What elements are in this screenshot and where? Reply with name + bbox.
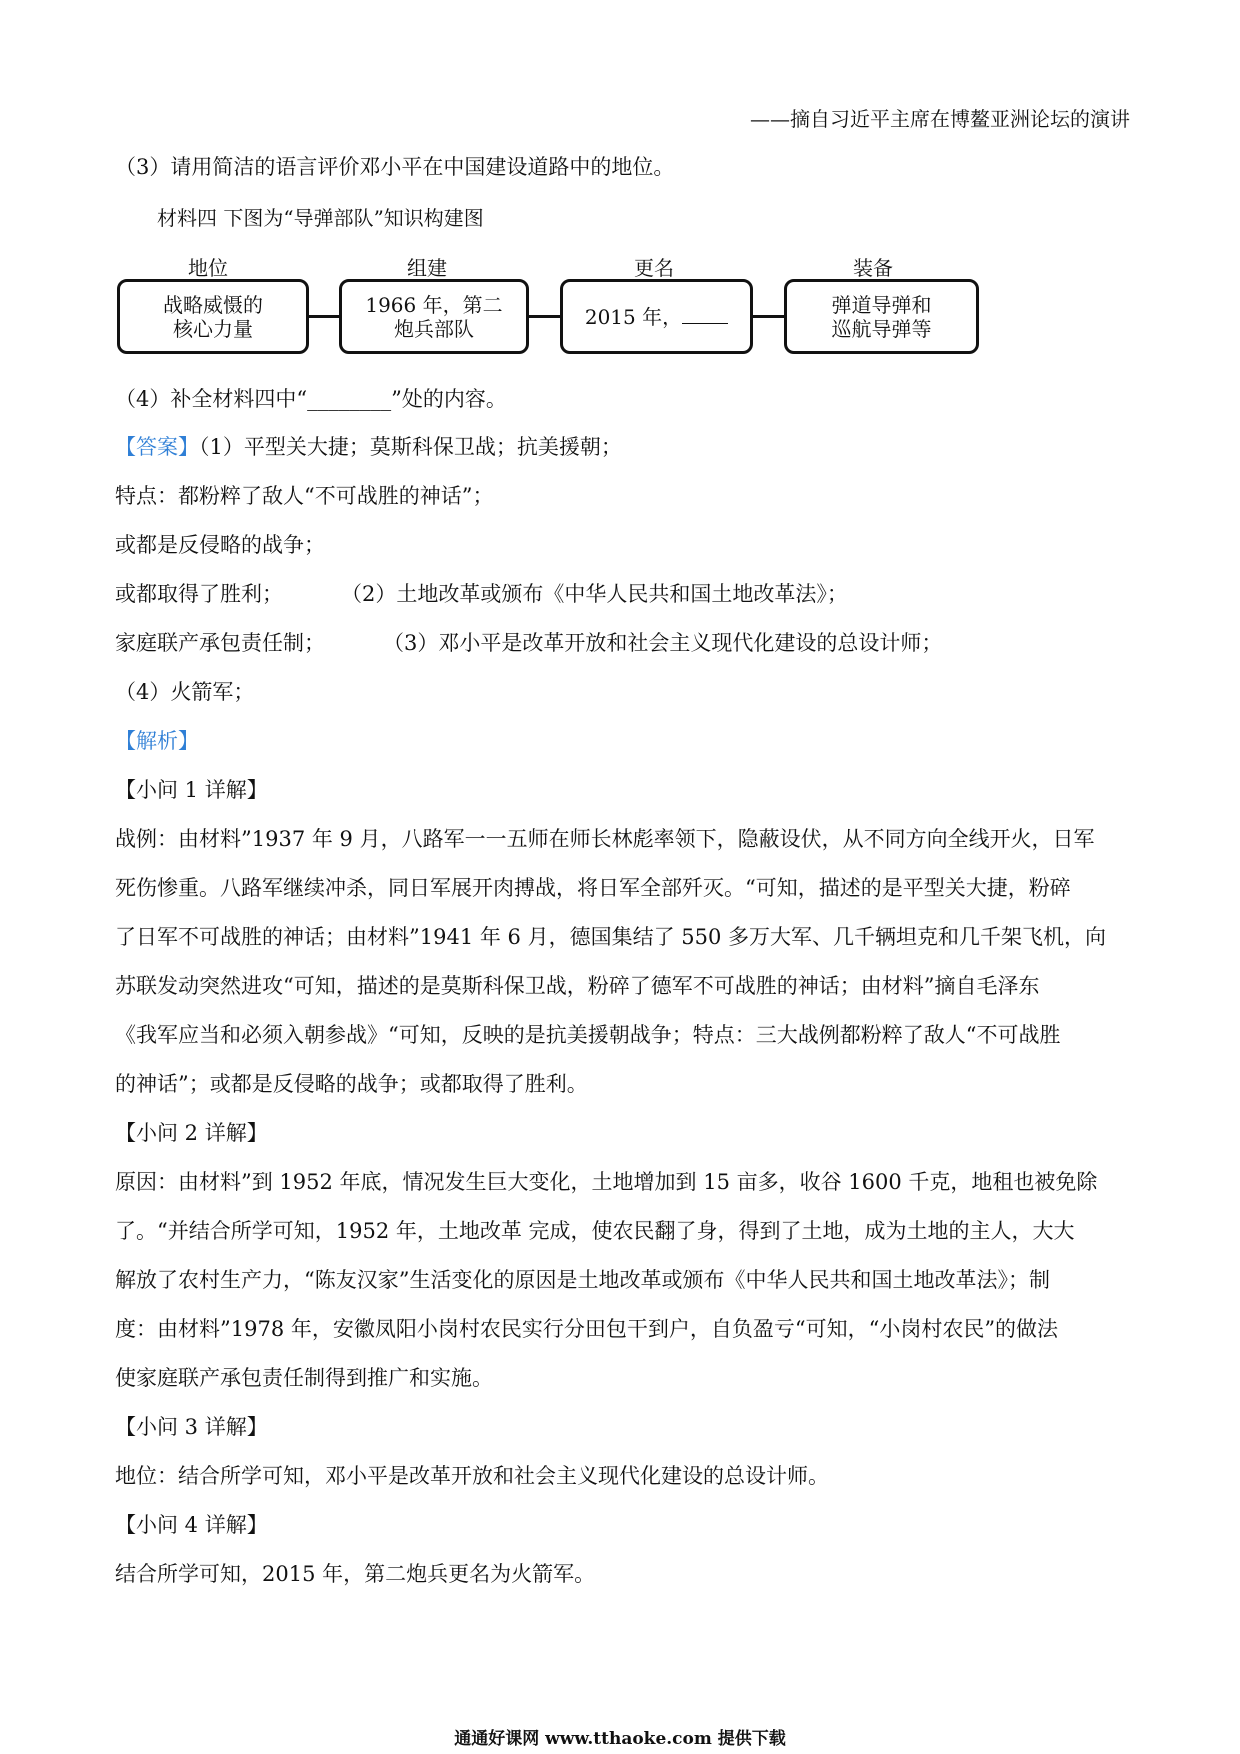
diagram-heading-1: 地位 <box>188 256 228 280</box>
diagram-heading-3: 更名 <box>634 256 674 280</box>
answer-line: 特点：都粉粹了敌人“不可战胜的神话”； <box>115 484 494 508</box>
paragraph-line: 苏联发动突然进攻“可知，描述的是莫斯科保卫战，粉碎了德军不可战胜的神话；由材料”摘自毛泽东 <box>115 974 1040 998</box>
paragraph-line: 了日军不可战胜的神话；由材料”1941 年 6 月，德国集结了 550 多万大军、几千辆坦克和几千架飞机，向 <box>115 925 1106 949</box>
answer-line: 或都取得了胜利； <box>115 582 283 606</box>
diagram-box-equipment <box>784 279 979 354</box>
box-text-line: 1966 年，第二 <box>365 292 503 317</box>
paragraph-line: 了。“并结合所学可知，1952 年，土地改革 完成，使农民翻了身，得到了土地，成为土地的主人，大大 <box>115 1219 1075 1243</box>
answer-line: 家庭联产承包责任制； <box>115 631 325 655</box>
box-text-line: 炮兵部队 <box>393 316 474 341</box>
box-text-line: 弹道导弹和 <box>831 292 932 317</box>
diagram-connector <box>529 315 560 318</box>
paragraph-line: 解放了农村生产力，“陈友汉家”生活变化的原因是土地改革或颁布《中华人民共和国土地改革法》；制 <box>115 1268 1050 1292</box>
paragraph-line: 度：由材料”1978 年，安徽凤阳小岗村农民实行分田包干到户，自负盈亏“可知，“小岗村农民”的做法 <box>115 1317 1059 1341</box>
diagram-heading-4: 装备 <box>853 256 893 280</box>
paragraph-line: 使家庭联产承包责任制得到推广和实施。 <box>115 1366 493 1390</box>
answer-tag: 【答案】 <box>115 435 199 459</box>
answer-section <box>115 423 1130 1599</box>
diagram-box-formation <box>339 279 529 354</box>
answer-line: （1）平型关大捷；莫斯科保卫战；抗美援朝； <box>199 435 622 459</box>
diagram-heading-2: 组建 <box>407 256 447 280</box>
diagram-connector <box>753 315 784 318</box>
question-4: （4）补全材料四中“________”处的内容。 <box>115 387 507 411</box>
diagram-connector <box>309 315 339 318</box>
box-text-line: 2015 年， <box>584 304 683 329</box>
paragraph-line: 的神话”；或都是反侵略的战争；或都取得了胜利。 <box>115 1072 588 1096</box>
answer-line: （3）邓小平是改革开放和社会主义现代化建设的总设计师； <box>383 631 943 655</box>
answer-line: （2）土地改革或颁布《中华人民共和国土地改革法》； <box>341 582 848 606</box>
question-3: （3）请用简洁的语言评价邓小平在中国建设道路中的地位。 <box>115 155 675 179</box>
box-text-line: 战略威慑的 <box>163 292 263 317</box>
analysis-tag: 【解析】 <box>115 729 199 753</box>
sub-question-3-title: 【小问 3 详解】 <box>115 1415 268 1439</box>
sub-question-4-title: 【小问 4 详解】 <box>115 1513 268 1537</box>
material-4-title: 材料四 下图为“导弹部队”知识构建图 <box>157 206 484 230</box>
paragraph-line: 《我军应当和必须入朝参战》“可知，反映的是抗美援朝战争；特点：三大战例都粉粹了敌人“不可战胜 <box>115 1023 1061 1047</box>
source-attribution: ——摘自习近平主席在博鳌亚洲论坛的演讲 <box>750 107 1130 131</box>
box-text-line: 核心力量 <box>173 316 253 341</box>
answer-line: 或都是反侵略的战争； <box>115 533 325 557</box>
paragraph-line: 地位：结合所学可知，邓小平是改革开放和社会主义现代化建设的总设计师。 <box>115 1464 829 1488</box>
answer-line: （4）火箭军； <box>115 680 255 704</box>
paragraph-line: 死伤惨重。八路军继续冲杀，同日军展开肉搏战，将日军全部歼灭。“可知，描述的是平型关大捷，粉碎 <box>115 876 1071 900</box>
box-text-line: 巡航导弹等 <box>831 316 932 341</box>
paragraph-line: 战例：由材料”1937 年 9 月，八路军一一五师在师长林彪率领下，隐蔽设伏，从不同方向全线开火，日军 <box>115 827 1095 851</box>
page-footer: 通通好课网 www.tthaoke.com 提供下载 <box>454 1729 786 1749</box>
diagram-box-position <box>117 279 309 354</box>
answer-blank <box>682 307 728 324</box>
paragraph-line: 结合所学可知，2015 年，第二炮兵更名为火箭军。 <box>115 1562 596 1586</box>
sub-question-2-title: 【小问 2 详解】 <box>115 1121 268 1145</box>
paragraph-line: 原因：由材料”到 1952 年底，情况发生巨大变化，土地增加到 15 亩多，收谷 1600 千克，地租也被免除 <box>115 1170 1098 1194</box>
diagram-box-rename <box>560 279 753 354</box>
sub-question-1-title: 【小问 1 详解】 <box>115 778 268 802</box>
